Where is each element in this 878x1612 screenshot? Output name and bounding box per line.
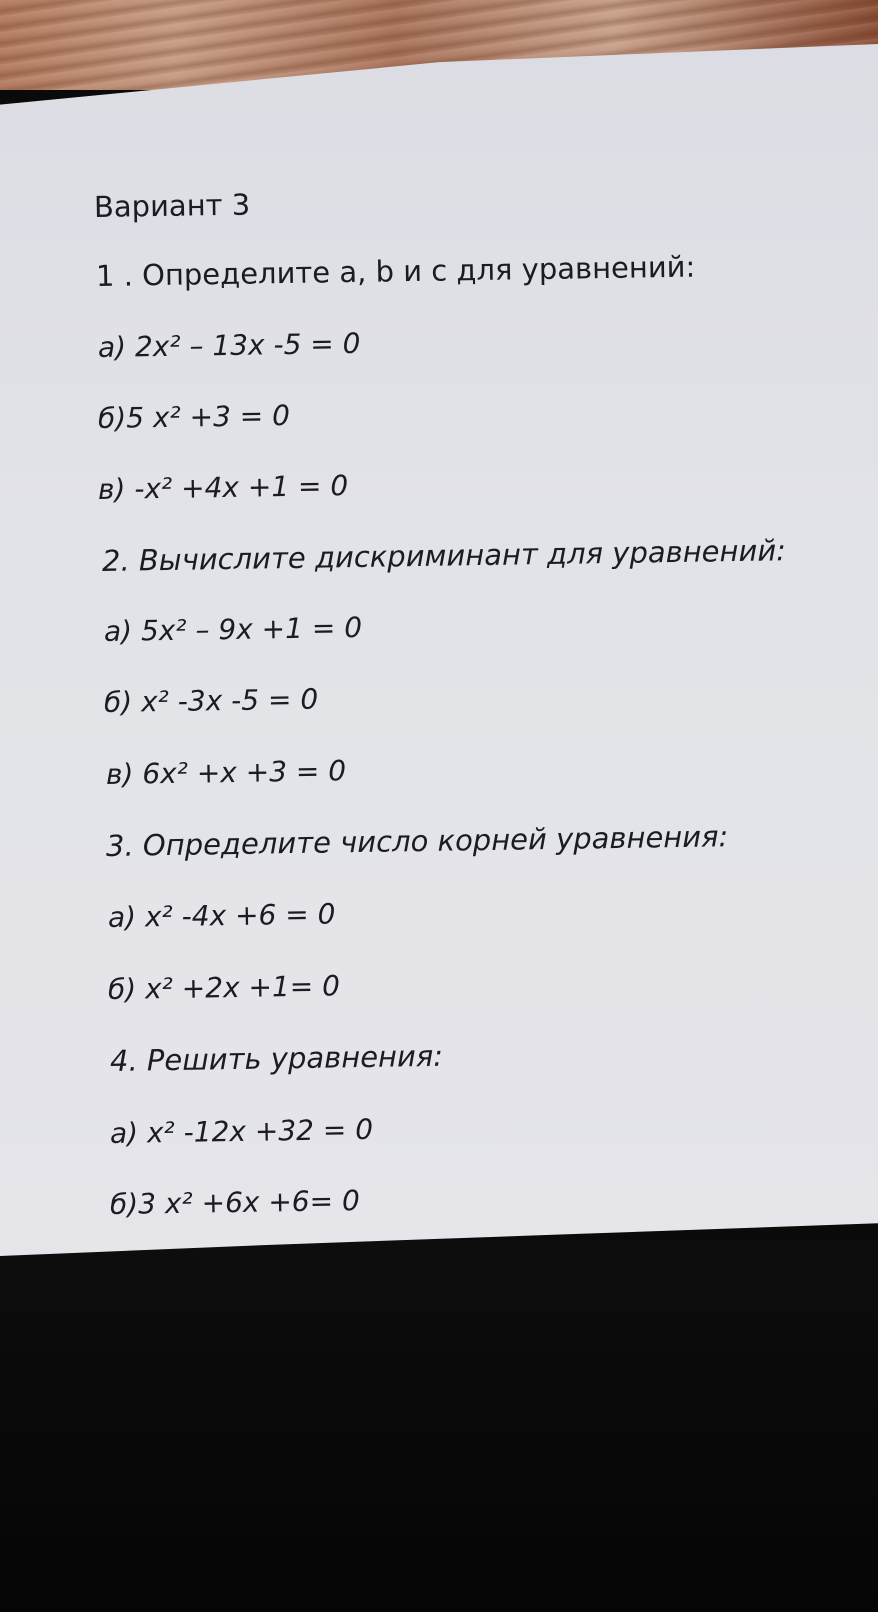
task-3-title: 3. Определите число корней уравнения: xyxy=(105,819,729,863)
task-4-item-b: б)3 x² +6x +6= 0 xyxy=(109,1184,361,1221)
task-3-item-a: а) x² -4x +6 = 0 xyxy=(107,897,336,934)
dark-background xyxy=(0,1240,878,1612)
task-1-item-b: б)5 x² +3 = 0 xyxy=(97,398,291,435)
task-2-title: 2. Вычислите дискриминант для уравнений: xyxy=(101,533,787,578)
task-2-item-c: в) 6x² +x +3 = 0 xyxy=(105,754,347,791)
task-4-title: 4. Решить уравнения: xyxy=(109,1038,444,1078)
task-1-item-a: а) 2x² – 13x -5 = 0 xyxy=(97,326,361,364)
task-4-item-a: а) x² -12x +32 = 0 xyxy=(109,1112,374,1150)
task-1-item-c: в) -x² +4x +1 = 0 xyxy=(97,469,349,506)
task-2-item-a: а) 5x² – 9x +1 = 0 xyxy=(103,610,363,648)
task-2-item-b: б) x² -3x -5 = 0 xyxy=(103,682,319,719)
task-1-title: 1 . Определите a, b и c для уравнений: xyxy=(95,249,696,293)
variant-title: Вариант 3 xyxy=(93,187,251,224)
task-3-item-b: б) x² +2x +1= 0 xyxy=(107,969,341,1006)
